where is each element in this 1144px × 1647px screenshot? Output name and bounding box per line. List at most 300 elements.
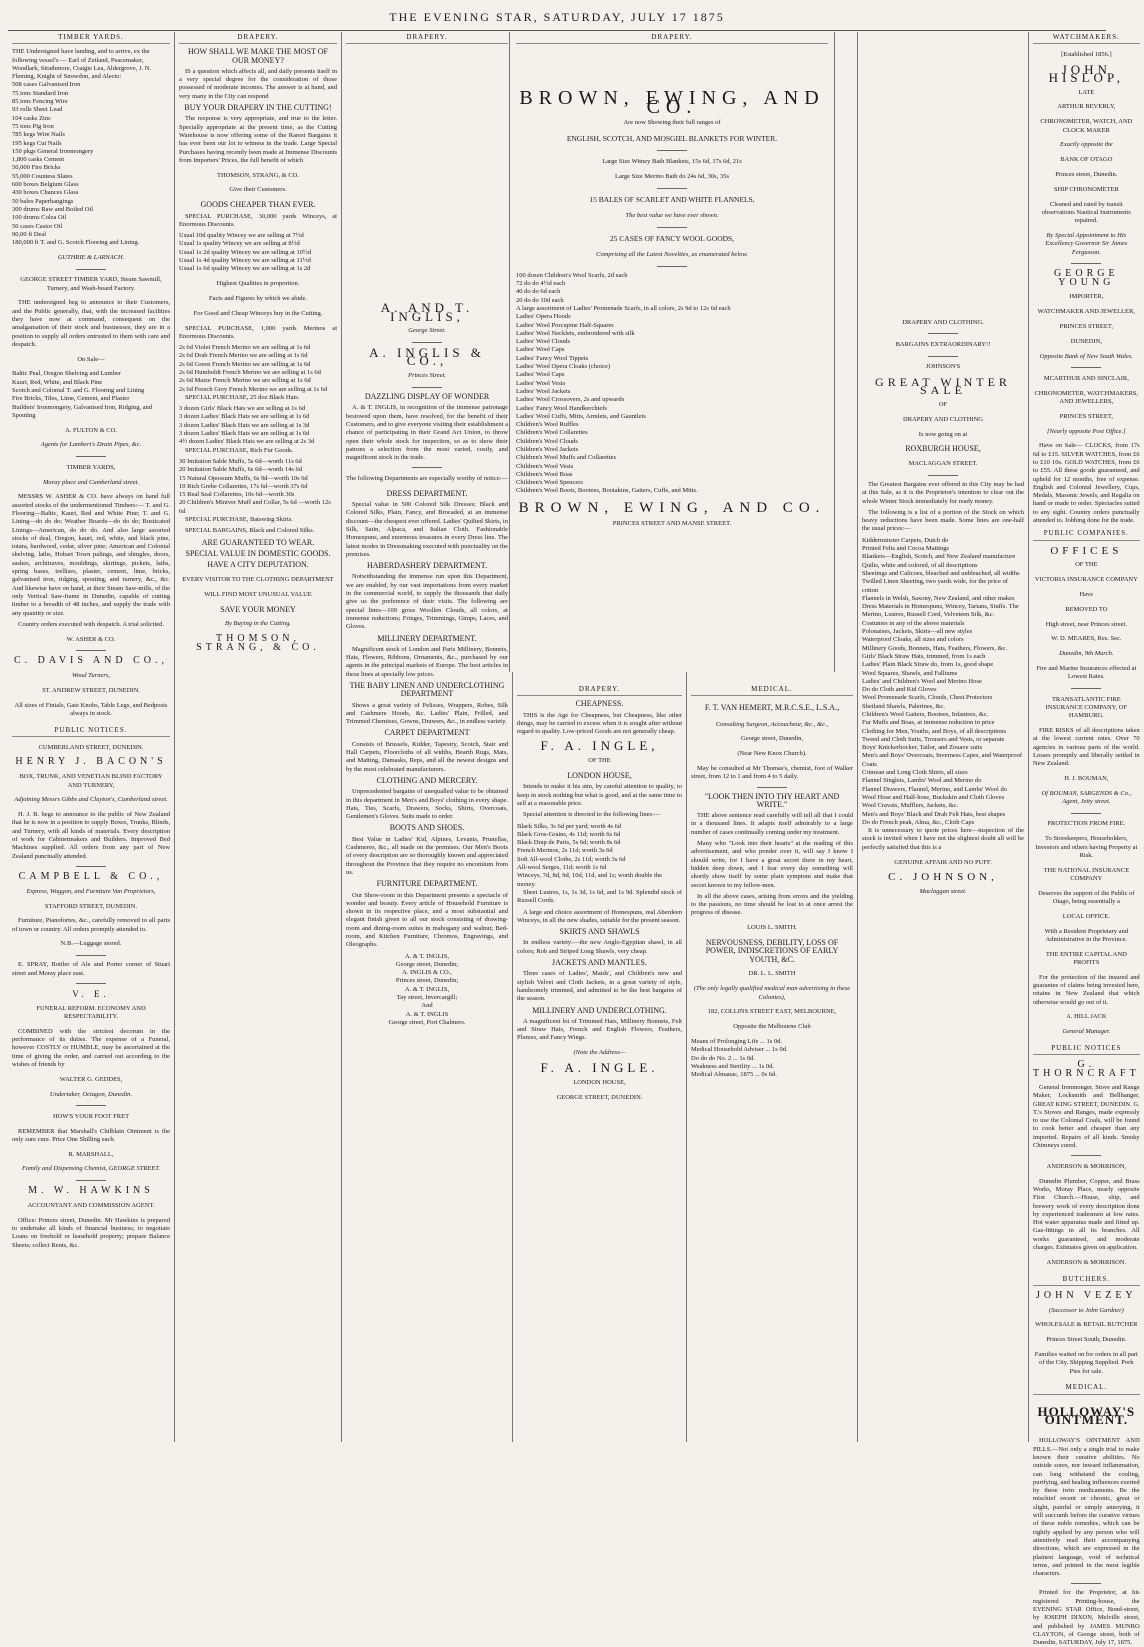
ad-body: THE above sentence read carefully will tell all that I could in a thousand lines. It adapts itself admirably to a large number of cases continually coming under my treatment. bbox=[691, 812, 853, 836]
ad-name: BROWN, EWING, AND CO. bbox=[519, 87, 825, 118]
ad-body: Our Show-room in this Department presents a spectacle of wonder and beauty. Every article of Household Furniture is shown in its respective place, and a most substantial and elegant finish given to all our stock consisting of drawing-room and dining-room suites in mahogany and walnut; Bed-room, and Kitchen Furniture, Chromos, Engravings, and Oleographs. bbox=[346, 891, 508, 949]
section-header: PUBLIC NOTICES bbox=[1033, 1043, 1140, 1055]
ad-note: [Established 1856.] bbox=[1061, 50, 1112, 58]
list-item: Soft All-wool Cloths, 2s 11d; worth 3s 6d bbox=[517, 855, 626, 863]
signature-line: And bbox=[421, 1002, 433, 1010]
list-item: Children's Wool Ruffles bbox=[516, 421, 579, 429]
list-item: Millinery Goods, Bonnets, Hats, Feathers, Flowers, &c. bbox=[862, 644, 1008, 652]
ad-body: Unprecedented bargains of unequalled value to be obtained in this department in Men's and Boys' clothing in every shape. Hats, Ties, Scarfs, Drawers, Socks, Shirts, Overcoats, Gentlemen's Gloves. Suits made to order. bbox=[346, 788, 508, 821]
ad-address: DUNEDIN, bbox=[1070, 337, 1102, 345]
ad-body: A magnificent lot of Trimmed Hats, Millinery Bonnets, Felt and Straw Hats, French and English Flowers, Feathers, Plumes, and Fancy Wings. bbox=[517, 1017, 682, 1042]
ad-address: Opposite Bank of New South Wales. bbox=[1039, 352, 1133, 360]
ad-body: Are now Showing their full ranges of bbox=[623, 118, 721, 126]
list-item: Do do do No. 2 ... 1s 0d. bbox=[691, 1054, 755, 1062]
ad-body: A. & T. INGLIS, in recognition of the immense patronage bestowed upon them, have resolved, for the benefit of their Customers, and to give everyone visiting their establishment a chance of participating in their Grand Act Union, to throw open their whole stock for inspection, so as to show their patrons a selection from the most varied, costly, and magnificent stock in the trade. bbox=[346, 404, 508, 462]
ad-subhead: SPECIAL PURCHASE, 1,000 yards Merinos at Enormous Discounts. bbox=[179, 324, 337, 340]
list-item: Winceys, 7d, 8d, 9d, 10d, 11d, and 1s; worth double the money. bbox=[517, 872, 663, 888]
list-item: Tweed and Cloth Suits, Trousers and Vests, or separate bbox=[862, 735, 1005, 743]
ad-subtitle: IMPORTER, bbox=[1069, 293, 1104, 301]
ad-title: GEORGE STREET TIMBER YARD, Steam Sawmill, Turnery, and Wash-board Factory. bbox=[20, 276, 162, 292]
ad-subhead: DRESS DEPARTMENT. bbox=[386, 488, 468, 498]
list-item: Blankets—English, Scotch, and New Zealand manufacture bbox=[862, 553, 1016, 561]
ad-subtitle: (The only legally qualified medical man advertising in these Colonies), bbox=[693, 985, 851, 1001]
divider bbox=[657, 188, 687, 189]
ad-signature: BROWN, EWING, AND CO. bbox=[518, 499, 826, 516]
list-item: Weakness and Sterility ... 1s 0d. bbox=[691, 1062, 775, 1070]
ad-name: V. E. bbox=[72, 988, 110, 999]
ad-line: 1,800 casks Cement bbox=[12, 156, 65, 164]
ad-body: It is unnecessary to quote prices here—inspection of the stock is invited when I have not the slightest doubt all will be perfectly satisfied that this is a bbox=[862, 827, 1024, 851]
ad-name: JOHN VEZEY bbox=[1036, 1289, 1137, 1301]
list-item: Children's Wool Boas bbox=[516, 470, 573, 478]
ad-subtitle: Wood Turners, bbox=[71, 672, 111, 680]
ad-address: STAFFORD STREET, DUNEDIN. bbox=[44, 902, 138, 910]
ad-subhead: THE BABY LINEN AND UNDERCLOTHING DEPARTMENT bbox=[349, 680, 505, 699]
ad-line: 50,000 Fire Bricks bbox=[12, 164, 61, 172]
list-item: 2s 6d Violet French Merino we are selling at 1s 6d bbox=[179, 344, 311, 352]
list-item: Ladies' Fancy Wool Tippets bbox=[516, 354, 589, 362]
list-item: Scotch and Colonial T. and G. Flooring and Lining bbox=[12, 386, 145, 394]
list-item: 3 dozen Girls' Black Hats we are selling at 1s 6d bbox=[179, 405, 306, 413]
ad-subtitle: SHIP CHRONOMETER bbox=[1053, 185, 1119, 193]
list-item: Ladies' Fancy Wool Handkerchiefs bbox=[516, 404, 607, 412]
ad-subtitle: WHOLESALE & RETAIL BUTCHER bbox=[1035, 1321, 1138, 1329]
ad-note: N.B.—Luggage stored. bbox=[60, 940, 122, 948]
ad-line: 180,000 ft T. and G. Scotch Flooring and Lining. bbox=[12, 239, 140, 247]
ad-address: George street, Dunedin, bbox=[741, 735, 803, 743]
ad-signature: WALTER G. GEDDES, bbox=[59, 1075, 123, 1083]
ad-signature: W. ASHER & CO. bbox=[66, 635, 116, 643]
masthead: THE EVENING STAR, SATURDAY, JULY 17 1875 bbox=[8, 4, 1106, 31]
ad-name: A. AND T. INGLIS, bbox=[380, 300, 474, 324]
ad-subtitle: Express, Waggon, and Furniture Van Proprietors, bbox=[26, 887, 156, 895]
ad-address: Adjoining Messrs Gibbs and Clayton's, Cumberland street. bbox=[14, 796, 168, 804]
ad-body: The response is very appropriate, and true to the letter. Specially appropriate at the present time, as the Cutting Warehouse is now offering some of the Rarest Bargains it has ever been our lot to witness in the trade. Large Special Purchases having recently been made at Immense Discounts from Importers' Prices, the full benefit of which bbox=[179, 115, 337, 164]
list-item: 15 Natural Opossum Muffs, 6s 9d—worth 10s 6d bbox=[179, 474, 308, 482]
list-item: Children's Wool Jackets bbox=[516, 446, 579, 453]
imprint: Printed for the Proprietor, at his registered Printing-house, the EVENING STAR Office, Bond-street, by JOSEPH DIXON, Melville street, and published by JAMES MUNRO CLAYTON, of George street, both of Dunedin, SATURDAY, July 17, 1875. bbox=[1033, 1589, 1140, 1647]
list-item: Wool Promenade Scarfs, Clouds, Chest Protectors bbox=[862, 694, 993, 702]
ad-guthrie-larnach bbox=[12, 48, 170, 247]
ad-address: Maclaggan street. bbox=[919, 888, 967, 896]
ad-address: Undertaker, Octagon, Dunedin. bbox=[49, 1090, 133, 1098]
list-item: 30 Imitation Sable Muffs, 5s 6d—worth 11s 6d bbox=[179, 457, 302, 465]
list-item: 100 dozen Children's Wool Scarfs, 2d each bbox=[516, 271, 628, 279]
column-header: TIMBER YARDS. bbox=[12, 32, 170, 44]
divider bbox=[657, 266, 687, 267]
ad-title: THE NATIONAL INSURANCE COMPANY bbox=[1043, 866, 1130, 882]
ad-body: H. J. B. begs to announce to the public of New Zealand that he is now in a position to supply Boxes, Trunks, Blinds, and Turnery, with all kinds of materials. Every description of work for Cabinetmakers and Builders. Improved Bed Machines supplied. All orders from any part of New Zealand punctually attended. bbox=[12, 811, 170, 860]
ad-name: A. INGLIS & CO., bbox=[369, 345, 485, 369]
ad-body: Facts and Figures by which we abide. bbox=[208, 294, 308, 302]
ad-title: PROTECTION FROM FIRE. bbox=[1047, 820, 1126, 828]
ad-address: George Street. bbox=[408, 327, 446, 335]
ad-body: The following Departments are especially worthy of notice:— bbox=[346, 474, 508, 482]
ad-subhead: SPECIAL PURCHASE, 25 doz Black Hats. bbox=[185, 393, 300, 401]
ad-subhead: GOODS CHEAPER THAN EVER. bbox=[200, 200, 316, 210]
ad-subtitle: 25 CASES OF FANCY WOOL GOODS, bbox=[609, 234, 735, 244]
ad-body: MESSRS W. ASHER & CO. have always on hand full assorted stocks of the undermentioned Timbers:— T. and G. Flooring—Baltic, Kauri, Red and White Pine; T. and G. Lining—do do do; Weather Boards—do do do; Rusticated Linings—American, do do do. And also large assorted stocks of deal, Oregon, kauri, red, white, and black pine, totara, hardwood, cedar, silver pine; American and Colonial shelving, laths, Hobart Town palings, and shingles, doors, sashes, architraves, mouldings, skirtings, pickets, laths, spring bases, trellises, plaster, cement, lime, bricks, galvanised iron, ridging, spouting, and turnery, &c., &c. And likewise have on hand, at their Steam Saw-mills, of the only Vertical Saw-frame in Dunedin, capable of cutting timber to a breadth of 48 inches, and supply the trade with any quantity or size. bbox=[12, 493, 170, 617]
section-header: PUBLIC COMPANIES. bbox=[1033, 528, 1140, 540]
section-header: PUBLIC NOTICES. bbox=[12, 725, 170, 737]
ad-subtitle: 15 BALES OF SCARLET AND WHITE FLANNELS, bbox=[589, 195, 755, 205]
ad-body: The best value we have ever shown. bbox=[625, 211, 719, 219]
ad-subhead: CLOTHING AND MERCERY. bbox=[376, 775, 478, 785]
divider bbox=[757, 787, 787, 788]
ad-body: Cleaned and rated by transit observations Nautical Instruments repaired. bbox=[1041, 200, 1131, 225]
list-item: 20 Children's Miniver Muff and Collar, 5s 6d —worth 12s 6d bbox=[179, 499, 331, 515]
ad-line: 600 boxes Belgium Glass bbox=[12, 181, 79, 189]
price-list bbox=[179, 405, 337, 446]
ad-address: MACLAGGAN STREET. bbox=[908, 460, 978, 468]
ad-name: JOHN HISLOP, bbox=[1048, 61, 1124, 85]
column-header: DRAPERY. bbox=[517, 684, 682, 696]
list-item: Ladies' Wool Vests bbox=[516, 379, 566, 387]
ad-body: Highest Qualities in proportion. bbox=[216, 280, 300, 288]
ad-subhead: MILLINERY AND UNDERCLOTHING. bbox=[532, 1005, 667, 1015]
ad-subtitle: ACCOUNTANT AND COMMISSION AGENT. bbox=[27, 1202, 155, 1210]
ad-body: By Buying in the Cutting. bbox=[225, 620, 291, 628]
list-item: Children's Wool Gaiters, Bootees, Infantees, &c. bbox=[862, 710, 989, 718]
ad-subtitle: (Successor to John Gardner) bbox=[1048, 1306, 1124, 1314]
ad-address: (Near New Knox Church). bbox=[737, 750, 807, 758]
ad-subtitle: THE ENTIRE CAPITAL AND PROFITS bbox=[1045, 950, 1127, 966]
ad-name: F. A. INGLE, bbox=[540, 738, 659, 754]
ad-subtitle: OF bbox=[938, 400, 948, 408]
divider bbox=[76, 456, 106, 457]
ad-title: FUNERAL REFORM. ECONOMY AND RESPECTABILITY. bbox=[36, 1004, 146, 1020]
ad-address: PRINCES STREET AND MANSE STREET. bbox=[612, 520, 732, 528]
ad-subhead: GENUINE AFFAIR AND NO PUFF. bbox=[894, 858, 992, 866]
list-item: 10 Rich Grebe Collarettes, 17s 6d—worth 37s 6d bbox=[179, 482, 308, 490]
ad-body: Deserves the support of the Public of Otago, being essentially a bbox=[1038, 889, 1135, 905]
price-list bbox=[691, 1038, 853, 1079]
divider bbox=[928, 356, 958, 357]
ad-line: 195 kegs Cut Nails bbox=[12, 139, 62, 147]
ad-body: Office: Princes street, Dunedin. Mr Hawkins is prepared to undertake all kinds of financial business; to negotiate Loans on freehold or leasehold property; prepare Balance Sheets; collect Rents, &c. bbox=[12, 1216, 170, 1249]
divider bbox=[412, 342, 442, 343]
ad-subtitle: ROXBURGH HOUSE, bbox=[905, 444, 981, 454]
ad-body: All sizes of Finials, Gate Knobs, Table Legs, and Bedposts always in stock. bbox=[14, 701, 168, 718]
ad-name: M. W. HAWKINS bbox=[28, 1185, 154, 1197]
list-item: Wool Hose and Half-hose, Buckskin and Cloth Gloves bbox=[862, 793, 1005, 801]
ad-address: CUMBERLAND STREET, DUNEDIN. bbox=[38, 743, 144, 751]
list-item: Kauri, Red, White, and Black Pine bbox=[12, 378, 103, 386]
divider bbox=[1071, 263, 1101, 264]
ad-agents: Agents for Lambert's Drain Pipes, &c. bbox=[40, 441, 142, 449]
ad-body: In all the above cases, arising from errors and the yielding to the passions, no time should be lost to at once arrest the progress of disease. bbox=[691, 892, 853, 917]
ad-address: PRINCES STREET, bbox=[1059, 412, 1113, 420]
ad-body: For the protection of the insured and guarantee of claims being invested here, retains in New Zealand that which otherwise would go out of it. bbox=[1033, 973, 1140, 1006]
ad-subtitle: VICTORIA INSURANCE COMPANY bbox=[1034, 576, 1138, 584]
ad-subhead: SPECIAL PURCHASE, Rich Fur Goods. bbox=[185, 446, 294, 454]
ad-body: Is now going on at bbox=[918, 430, 968, 438]
list-item: Children's Wool Vests bbox=[516, 462, 574, 470]
column-timber bbox=[8, 32, 174, 1442]
ad-body: Best Value in Ladies' Kid, Alpines, Levants, Prunellas, Cashmeres, &c., all made on the premises. Our Men's Boots of every description are so thoroughly known and appreciated throughout the Province that they require no encomium from us. bbox=[346, 835, 508, 876]
list-item: Usual 1s 2d quality Wincey we are selling at 10½d bbox=[179, 248, 312, 256]
ad-subtitle: CHRONOMETER, WATCHMAKERS, AND JEWELLERS, bbox=[1034, 389, 1139, 406]
ad-subtitle: BANK OF OTAGO bbox=[1060, 156, 1113, 164]
section-header: MEDICAL. bbox=[1033, 1382, 1140, 1394]
ad-body: HOLLOWAY'S OINTMENT AND PILLS.—Not only a single trial to make known their curative abilities. No outside sores, nor inward inflammation, can long withstand the cooling, purifying, and healing influences exerted by these twin medicaments. Be the mischief recent or chronic, great or slight, painful or simply annoying, it will succumb before the curative virtues of these noble remedies, which can be rightly applied by any person who will attentively read their accompanying directions, which are expressed in the plainest language, void of technical terms, and printed in the most legible characters. bbox=[1033, 1437, 1140, 1578]
ad-body: May be consulted at Mr Thomas's, chemist, foot of Walker street, from 12 to 1 and from 4 to 5 daily. bbox=[691, 764, 853, 781]
list-item: Ladies' Wool Porcupine Half-Squares bbox=[516, 321, 614, 329]
ad-subtitle: DRAPERY AND CLOTHING bbox=[903, 415, 983, 423]
ad-subhead: JACKETS AND MANTLES. bbox=[552, 958, 647, 968]
column-drapery-inglis bbox=[341, 32, 512, 1442]
ad-title: TIMBER YARDS, bbox=[66, 463, 116, 471]
list-item: Builders' Ironmongery, Galvanised Iron, Ridging, and Spouting bbox=[12, 403, 153, 419]
ad-name: G. THORNCRAFT bbox=[1033, 1059, 1140, 1079]
list-item: 3 dozen Ladies' Black Hats we are selling at 1s 6d bbox=[179, 413, 310, 421]
signature-line: A. & T. INGLIS, bbox=[404, 985, 450, 993]
ad-subhead: SKIRTS AND SHAWLS bbox=[559, 927, 640, 937]
ad-line: 50 bales Paperhangings bbox=[12, 197, 74, 205]
list-item: Children's Wool Muffs and Collarettes bbox=[516, 454, 617, 462]
list-item: 15 Real Seal Collarettes, 10s 6d—worth 30s bbox=[179, 491, 295, 499]
list-item: 2s 6d Humboldt French Merino we are selling at 1s 6d bbox=[179, 369, 321, 376]
ad-subhead: HABERDASHERY DEPARTMENT. bbox=[366, 561, 488, 571]
price-list bbox=[179, 344, 337, 394]
ad-line: 55,000 Countess Slates bbox=[12, 172, 73, 180]
signature-line: George street, Dunedin; bbox=[395, 960, 459, 968]
list-item: Men's and Boys' Overcoats, Inverness Capes, and Waterproof Coats bbox=[862, 752, 1023, 768]
ad-body: Magnificent stock of London and Paris Millinery, Bonnets, Hats, Flowers, Ribbons, Ornaments, &c., purchased by our agents in the principal markets of Europe. The best articles in these lines at specially low prices. bbox=[346, 645, 508, 678]
ad-signature: GUTHRIE & LARNACH. bbox=[57, 253, 125, 261]
list-item: Flannel Drawers, Flannel, Merino, and Lambs' Wool do bbox=[862, 785, 1007, 793]
ad-subtitle: ARTHUR BEVERLY, bbox=[1057, 103, 1116, 111]
list-item: Baltic Peal, Oregon Shelving and Lumber bbox=[12, 370, 122, 378]
ad-title: HOW SHALL WE MAKE THE MOST OF OUR MONEY? bbox=[187, 47, 328, 65]
ad-address: Princes Street South, Dunedin. bbox=[1046, 1336, 1127, 1344]
ad-line: 300 drums Raw and Boiled Oil bbox=[12, 205, 94, 213]
ad-line: 430 boxes Chances Glass bbox=[12, 189, 79, 197]
ad-body: REMEMBER that Marshall's Chilblain Ointment is the only sure cure. Price One Shilling each. bbox=[12, 1127, 170, 1143]
ad-signature: W. D. MEARES, Res. Sec. bbox=[1051, 635, 1122, 643]
list-item: Crimean and Long Cloth Shirts, all sizes bbox=[862, 769, 968, 777]
list-item: 2s 6d Drab French Merino we are selling at 1s 6d bbox=[179, 352, 308, 360]
ad-subtitle: LOCAL OFFICE. bbox=[1062, 912, 1110, 920]
ad-body: Have bbox=[1079, 591, 1094, 599]
list-item: Medical Household Adviser ... 1s 0d. bbox=[691, 1046, 788, 1054]
list-item: Ladies' Wool Necklets, embroidered with silk bbox=[516, 329, 635, 337]
ad-body: Special attention is directed to the following lines:— bbox=[523, 811, 661, 819]
ad-address: GEORGE STREET, DUNEDIN. bbox=[556, 1093, 643, 1101]
list-item: 3 dozen Ladies' Black Hats we are selling at 1s 6d bbox=[179, 430, 310, 438]
ad-body: A large and choice assortment of Homespuns, real Aberdeen Winceys, in all the new shades, suitable for the present season. bbox=[517, 908, 682, 924]
brown-ewing-advert bbox=[509, 32, 835, 672]
ad-signature: LOUIS L. SMITH. bbox=[747, 924, 797, 932]
ad-body: General Ironmonger, Stove and Range Maker, Locksmith and Bellhanger, GREAT KING STREET, DUNEDIN. G. T.'s Stoves and Ranges, made expressly to use the Colonial Coals, will be found to cook better and cheaper than any imported. Repairs of all kinds. Smoky Chimneys cured. bbox=[1033, 1083, 1140, 1150]
ad-name: CAMPBELL & CO., bbox=[18, 870, 164, 882]
ad-body: In endless variety:—the new Anglo-Egyptian shawl, in all colors; Rob and Striped Long Shawls, very cheap. bbox=[517, 939, 682, 955]
list-item: 3 dozen Ladies' Black Hats we are selling at 1s 3d bbox=[179, 421, 310, 429]
ad-body: The Greatest Bargains ever offered in this City may be had at this Sale, as it is the Proprietor's intention to clear out the whole Winter Stock immediately for ready money. bbox=[862, 480, 1024, 505]
ad-signature: THOMSON, STRANG, & CO. bbox=[196, 633, 320, 653]
list-item: Printed Felts and Cocoa Mattings bbox=[862, 545, 950, 553]
list-item: All-wool Serges, 11d; worth 1s 6d bbox=[517, 864, 607, 872]
ad-address: Princes street, Dunedin. bbox=[1055, 170, 1118, 178]
list-item: Children's Wool Clouds bbox=[516, 437, 578, 445]
signature-line: A. & T. INGLIS bbox=[405, 1010, 449, 1018]
ad-signature: THOMSON, STRANG, & CO. bbox=[217, 171, 299, 179]
list-item: Ladies' Wool Opera Cloaks (choice) bbox=[516, 363, 611, 371]
list-item: Clothing for Men, Youths, and Boys, of all descriptions bbox=[862, 727, 1007, 735]
ad-line: 75 tons Standard Iron bbox=[12, 89, 69, 97]
ad-title: HOW'S YOUR FOOT FRET bbox=[52, 1112, 130, 1120]
ad-name: F. A. INGLE. bbox=[540, 1059, 659, 1075]
price-list bbox=[179, 458, 337, 516]
list-item: A large assortment of Ladies' Promenade Scarfs, in all colors, 2s 9d to 12s 6d each bbox=[516, 304, 731, 312]
ad-body: FIRE RISKS of all descriptions taken at the lowest current rates. Over 70 agencies in various parts of the world. Losses promptly and liberally settled in New Zealand. bbox=[1033, 727, 1140, 768]
column-header: WATCHMAKERS. bbox=[1033, 32, 1140, 44]
ad-subhead: FURNITURE DEPARTMENT. bbox=[376, 879, 478, 889]
ad-body: To Storekeepers, Householders, Investors and others having Property at Risk. bbox=[1035, 835, 1138, 859]
ad-address: 182, COLLINS STREET EAST, MELBOURNE, bbox=[707, 1008, 837, 1016]
divider bbox=[657, 227, 687, 228]
price-line: Large Size Merino Bath do 24s 6d, 30s, 35s bbox=[615, 172, 729, 180]
list-item: 2s 6d Maize French Merino we are selling at 1s 6d bbox=[179, 377, 311, 385]
list-item: Medical Almanac, 1875 ... 0s 6d. bbox=[691, 1071, 777, 1079]
list-item: Ladies' Wool Caps bbox=[516, 346, 565, 354]
ad-subhead: HAVE A CITY DEPUTATION. bbox=[207, 560, 309, 570]
column-header: DRAPERY. bbox=[346, 32, 508, 44]
ad-body: The following is a list of a portion of the Stock on which heavy reductions have been made. Some lines are one-half the usual prices:— bbox=[862, 508, 1024, 533]
list-item: Do do Cloth and Kid Gloves bbox=[862, 686, 937, 694]
list-item: Ladies' Opera Hoods bbox=[516, 313, 571, 321]
signature-line: A. & T. INGLIS, bbox=[404, 952, 450, 960]
divider bbox=[412, 467, 442, 468]
list-item: Quilts, white and colored, of all descriptions bbox=[862, 561, 978, 569]
ad-name: JOHNSON'S bbox=[925, 363, 961, 371]
signature-line: Tay street, Invercargill; bbox=[396, 994, 458, 1002]
divider bbox=[657, 150, 687, 151]
ad-line: 150 pkgs General Ironmongery bbox=[12, 147, 94, 155]
divider bbox=[76, 650, 106, 651]
ad-line: 50 cases Castor Oil bbox=[12, 222, 63, 230]
ad-line: 85 tons Fencing Wire bbox=[12, 98, 68, 106]
list-item: Twilled Linen Sheeting, two yards wide, for the price of cotton bbox=[862, 578, 1008, 594]
ad-title: DAZZLING DISPLAY OF WONDER bbox=[364, 392, 490, 402]
ad-body: Three cases of Ladies', Maids', and Children's new and stylish Velvet and Cloth Jackets, in a great variety of style, handsomely trimmed, and admitted to be the best bargains of the season. bbox=[517, 970, 682, 1003]
ad-address: Princes Street. bbox=[407, 372, 447, 380]
ad-address: High street, near Princes street. bbox=[1045, 620, 1127, 628]
ad-title: GREAT WINTER SALE bbox=[875, 374, 1011, 398]
list-item: Ladies' Wool Caps bbox=[516, 371, 565, 379]
ad-body: Special value in 500 Colored Silk Dresses; Black and Colored Silks, Plain, Fancy, and Brocaded, at an immense discount—the cheapest ever offered. Ladies' Quilted Skirts, in Silk, Satin, Alpaca, and Italian Cloth. Fashionable Homespuns, and enormous treasures in every Dress line. The latest modes in Dressmaking executed with punctuality on the premises. bbox=[346, 501, 508, 558]
list-item: Wool Squares, Shawls, and Falliums bbox=[862, 669, 958, 677]
ad-body: Furniture, Pianofortes, &c., carefully removed to all parts of town or country. All orders promptly attended to. bbox=[12, 917, 170, 933]
ad-subhead: EVERY VISITOR TO THE CLOTHING DEPARTMENT bbox=[182, 576, 334, 584]
ad-subhead: BUY YOUR DRAPERY IN THE CUTTING! bbox=[184, 103, 332, 113]
list-item: Kidderminster Carpets, Dutch do bbox=[862, 536, 949, 544]
ad-subhead: SPECIAL BARGAINS, Black and Colored Silks. bbox=[185, 527, 315, 535]
signature-list bbox=[346, 953, 508, 1028]
list-item: Flannels in Welsh, Saxony, New Zealand, and other makes bbox=[862, 594, 1015, 602]
ad-line: 100 drums Colza Oil bbox=[12, 214, 67, 222]
ad-address: Family and Dispensing Chemist, GEORGE STREET. bbox=[22, 1165, 160, 1173]
list-item: Flannel Singlets, Lambs' Wool and Merino do bbox=[862, 777, 982, 785]
list-item: 2s 6d Green French Merino we are selling at 1s 6d bbox=[179, 360, 311, 368]
list-item: 2s 6d French Grey French Merino we are selling at 1s 6d bbox=[179, 385, 328, 393]
ad-subtitle: ENGLISH, SCOTCH, AND MOSGIEL BLANKETS FOR WINTER. bbox=[566, 133, 778, 143]
ad-signature: H. J. BOUMAN, bbox=[1064, 775, 1109, 783]
ad-subtitle: BOX, TRUNK, AND VENETIAN BLIND FACTORY AND TURNERY, bbox=[19, 773, 163, 789]
list-item: 40 do do 6d each bbox=[516, 288, 561, 296]
price-list bbox=[179, 232, 337, 273]
list-item: Shetland Shawls, Palerines, &c. bbox=[862, 702, 946, 710]
ad-subtitle: WATCHMAKER AND JEWELLER, bbox=[1037, 308, 1135, 316]
ad-subhead: CARPET DEPARTMENT bbox=[384, 728, 470, 738]
ad-subtitle: General Manager. bbox=[1062, 1028, 1111, 1036]
divider bbox=[76, 983, 106, 984]
ad-line: 75 tons Pig Iron bbox=[12, 122, 54, 130]
ad-body: E. SPRAY, Bottler of Ale and Porter corner of Stuart street and Moray place east. bbox=[12, 961, 170, 977]
divider bbox=[928, 333, 958, 334]
ad-signature: A. FULTON & CO. bbox=[65, 426, 117, 434]
list-item: Wool Cravats, Mufflers, Jackets, &c. bbox=[862, 802, 959, 810]
ad-address: [Nearly opposite Post Office.] bbox=[1046, 427, 1126, 435]
ad-name: OFFICES bbox=[1050, 544, 1123, 557]
ad-subhead: SPECIAL PURCHASE, 30,000 yards Winceys, at Enormous Discounts. bbox=[179, 212, 337, 228]
list-item: 72 do do 4½d each bbox=[516, 280, 566, 288]
ad-body: With a Resident Proprietary and Administrative in the Province. bbox=[1044, 927, 1129, 943]
ad-signature: C. JOHNSON, bbox=[888, 871, 998, 884]
ad-address: ST. ANDREW STREET, DUNEDIN. bbox=[42, 687, 140, 694]
list-item: Ladies' Wool Jackets bbox=[516, 387, 571, 395]
divider bbox=[76, 1180, 106, 1181]
ad-signature: ANDERSON & MORRISON. bbox=[1046, 1258, 1127, 1266]
ad-body: Families waited on for orders in all part of the City. Shipping Supplied. Pork Pies for sale. bbox=[1034, 1351, 1138, 1375]
ad-name: DR. L. L. SMITH bbox=[748, 970, 796, 978]
ad-subtitle: LONDON HOUSE, bbox=[567, 771, 632, 781]
list-item: Children's Wool Spencers bbox=[516, 479, 583, 487]
ad-signature: R. MARSHALL, bbox=[68, 1150, 114, 1158]
ad-body: For Good and Cheap Winceys buy in the Cutting. bbox=[193, 309, 323, 317]
ad-subtitle: Moray place and Cumberland street. bbox=[43, 478, 139, 486]
ad-line: THE Undersigned have landing, and to arrive, ex the following vessel's — Earl of Zetland, Peacemaker, Woodlark, Strathmore, Craigie Lea, Aldergrove, J. N. Fleming, Knight of Snowdon, and Alecto: bbox=[12, 48, 152, 81]
price-list bbox=[862, 537, 1024, 827]
ad-body: Many who "Look into their hearts" at the reading of this advertisement, and who ponder over it, will say I know I should write, for I have a great secret there in my heart, hidden deep down, and I fear every day something will shortly show itself by some plain symptom and make that secret known to my fellow-men. bbox=[691, 840, 853, 889]
signature-line: A. INGLIS & CO., bbox=[402, 969, 452, 977]
column-header: DRAPERY. bbox=[516, 32, 828, 44]
ad-subtitle: Consulting Surgeon, Accoucheur, &c., &c., bbox=[715, 720, 829, 728]
ad-body: Intends to make it his aim, by careful attention to quality, to keep in stock nothing but what is good, and at the same time to sell at a reasonable price. bbox=[517, 783, 682, 807]
list-item: Black Silks, 3s 6d per yard; worth 4s 6d bbox=[517, 822, 622, 830]
ad-body: Fire and Marine Insurances effected at Lowest Rates. bbox=[1036, 665, 1137, 681]
signature-line: Princes street, Dunedin; bbox=[395, 977, 459, 985]
column-watchmakers bbox=[1028, 32, 1144, 1647]
ad-subtitle: REMOVED TO bbox=[1065, 605, 1108, 613]
divider bbox=[412, 387, 442, 388]
ad-subhead: SAVE YOUR MONEY bbox=[220, 604, 296, 614]
list-item: 20 Imitation Sable Muffs, 6s 6d—worth 14s 6d bbox=[179, 466, 303, 474]
ad-name: F. T. VAN HEMERT, M.R.C.S.E., L.S.A., bbox=[704, 703, 840, 713]
ad-body: By Special Appointment to His Excellency Governor Sir James Fergusson. bbox=[1045, 231, 1128, 256]
ad-subhead: BOOTS AND SHOES. bbox=[389, 823, 465, 833]
list-item: Fur Muffs and Boas, at immense reduction in price bbox=[862, 719, 995, 727]
ad-line: 508 cases Galvanised Iron bbox=[12, 81, 81, 89]
ad-subhead: WILL FIND MOST UNUSUAL VALUE bbox=[204, 590, 312, 598]
ad-address: PRINCES STREET, bbox=[1059, 323, 1113, 331]
ad-body: Dunedin Plumber, Copper, and Brass Works, Moray Place, nearly opposite First Church.—House, ship, and brewery work of every description done by experienced tradesmen at low rates. Hot water apparatus made and fitted up. Gas-fittings in all its branches. All works guaranteed, and moderate charges. Estimates given on application. bbox=[1033, 1177, 1140, 1251]
ad-name: HENRY J. BACON'S bbox=[15, 756, 167, 768]
divider bbox=[76, 269, 106, 270]
ad-signature: A. HILL JACK bbox=[1066, 1013, 1107, 1021]
ad-body: Have on Sale— CLOCKS, from 17s 6d to £15. SILVER WATCHES, from £6 to £10 10s. GOLD WATCHES, from £6 to £55. All these goods guaranteed, and upheld for 12 months, free of expense. English and Colonial Jewellery, Cups, Medals, Masonic Jewels, and Regalia on hand or made to order. Spectacles suited to any sight. Country orders punctually attended to. Jobbing done for the trade. bbox=[1033, 442, 1140, 525]
ad-subtitle: OF THE bbox=[588, 757, 611, 765]
